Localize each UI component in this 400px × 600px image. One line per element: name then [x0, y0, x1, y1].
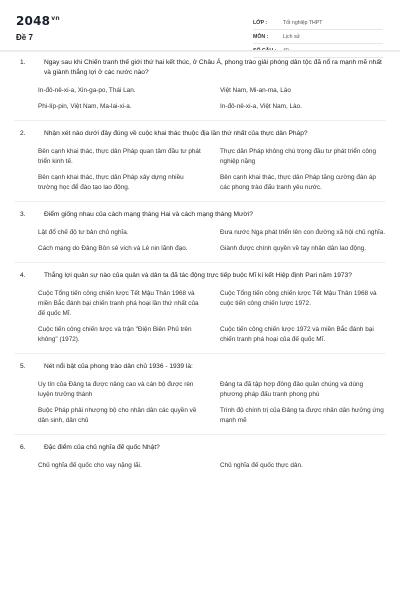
question-body: Điểm giống nhau của cách mạng tháng Hai và cách mạng tháng Mười?: [44, 211, 253, 218]
brand-name: 2048: [16, 14, 51, 28]
answer-option[interactable]: In-đô-nê-xi-a, Việt Nam, Lào.: [220, 103, 302, 110]
question-text: [14, 271, 386, 281]
question-body: Ngay sau khi Chiến tranh thế giới thứ hai kết thúc, ở Châu Á, phong trào giải phóng dân tộc đã nổ ra mạnh mẽ nhất và giành thắng lợi ở các nước nào?: [44, 59, 382, 76]
answer-option[interactable]: Cách mạng do Đảng Bôn sê vích và Lê nin lãnh đạo.: [38, 245, 188, 252]
question-number: 6.: [20, 444, 26, 451]
question-item: [14, 129, 386, 202]
question-text: [14, 210, 386, 220]
question-list: [14, 58, 386, 479]
question-body: Thắng lợi quân sự nào của quân và dân ta đã tác động trực tiếp buộc Mĩ kí kết Hiệp định Pari năm 1973?: [44, 272, 352, 279]
meta-key: MÔN :: [253, 33, 269, 40]
answer-option[interactable]: Bên cạnh khai thác, thực dân Pháp quan tâm đầu tư phát triển kinh tế.: [38, 148, 201, 165]
answer-option[interactable]: Trình độ chính trị của Đảng ta được nhân dân hưởng ứng mạnh mẽ: [220, 407, 384, 424]
question-divider: [14, 201, 386, 202]
question-item: [14, 210, 386, 263]
answer-options: [14, 289, 386, 345]
question-number: 2.: [20, 130, 26, 137]
answer-options: [14, 461, 386, 471]
meta-key: LỚP :: [253, 19, 268, 26]
exam-title: Đề 7: [16, 33, 33, 42]
question-number: 3.: [20, 211, 26, 218]
question-body: Nét nổi bật của phong trào dân chủ 1936 - 1939 là:: [44, 363, 193, 370]
question-number: 5.: [20, 363, 26, 370]
answer-option[interactable]: Buộc Pháp phải nhượng bộ cho nhân dân các quyền về dân sinh, dân chủ: [38, 407, 197, 424]
answer-option[interactable]: Chủ nghĩa đế quốc thực dân.: [220, 462, 303, 469]
answer-option[interactable]: Bên cạnh khai thác, thực dân Pháp xây dựng nhiều trường học để đào tạo lao động.: [38, 174, 184, 191]
question-item: [14, 271, 386, 354]
meta-value: Lịch sử: [283, 33, 301, 40]
question-divider: [14, 262, 386, 263]
answer-option[interactable]: Chủ nghĩa đế quốc cho vay nặng lãi.: [38, 462, 142, 469]
question-divider: [14, 434, 386, 435]
answer-option[interactable]: Cuộc Tổng tiến công chiến lược Tết Mậu Thân 1968 và cuộc tiến công chiến lược 1972.: [220, 290, 377, 307]
question-text: [14, 443, 386, 453]
answer-option[interactable]: Cuộc tiến công chiến lược và trận "Điện Biên Phủ trên không" (1972).: [38, 326, 192, 343]
brand-logo[interactable]: [16, 14, 60, 28]
answer-options: [14, 380, 386, 426]
answer-option[interactable]: Việt Nam, Mi-an-ma, Lào: [220, 87, 291, 94]
answer-options: [14, 86, 386, 112]
question-text: [14, 129, 386, 139]
answer-option[interactable]: Lật đổ chế độ tư bản chủ nghĩa.: [38, 229, 129, 236]
header-divider: [0, 50, 400, 52]
question-body: Đặc điểm của chủ nghĩa đế quốc Nhật?: [44, 444, 160, 451]
answer-option[interactable]: Đảng ta đã tập hợp đông đảo quần chúng và dùng phương pháp đấu tranh phong phú: [220, 381, 364, 398]
answer-options: [14, 228, 386, 254]
question-item: [14, 362, 386, 435]
question-body: Nhận xét nào dưới đây đúng về cuộc khai thác thuộc địa lần thứ nhất của thực dân Pháp?: [44, 130, 308, 137]
page-header: [0, 0, 400, 50]
answer-option[interactable]: In-đô-nê-xi-a, Xin-ga-po, Thái Lan.: [38, 87, 136, 94]
answer-option[interactable]: Cuộc tiến công chiến lược 1972 và miền Bắc đánh bại chiến tranh phá hoại của đế quốc Mĩ.: [220, 326, 374, 343]
question-number: 1.: [20, 59, 26, 66]
question-number: 4.: [20, 272, 26, 279]
question-text: [14, 58, 386, 78]
meta-row-class: [253, 16, 383, 30]
answer-option[interactable]: Uy tín của Đảng ta được nâng cao và cán bộ được rèn luyện trưởng thành: [38, 381, 194, 398]
meta-value: Tốt nghiệp THPT: [283, 19, 323, 26]
answer-option[interactable]: Bên cạnh khai thác, thực dân Pháp tăng cường đàn áp các phong trào đấu tranh yêu nước.: [220, 174, 376, 191]
answer-option[interactable]: Thực dân Pháp không chú trọng đầu tư phát triển công nghiệp nặng: [220, 148, 376, 165]
question-divider: [14, 353, 386, 354]
brand-suffix: vn: [51, 15, 60, 22]
meta-row-subject: [253, 30, 383, 44]
answer-option[interactable]: Giành được chính quyền về tay nhân dân lao động.: [220, 245, 366, 252]
answer-options: [14, 147, 386, 193]
question-item: [14, 443, 386, 471]
question-divider: [14, 120, 386, 121]
question-item: [14, 58, 386, 121]
question-text: [14, 362, 386, 372]
answer-option[interactable]: Đưa nước Nga phát triển lên con đường xã hội chủ nghĩa.: [220, 229, 386, 236]
answer-option[interactable]: Cuộc Tổng tiến công chiến lược Tết Mậu Thân 1968 và miền Bắc đánh bại chiến tranh phá hoại lần thứ nhất của đế quốc Mĩ.: [38, 290, 199, 317]
answer-option[interactable]: Phi-líp-pin, Việt Nam, Ma-lai-xi-a.: [38, 103, 132, 110]
